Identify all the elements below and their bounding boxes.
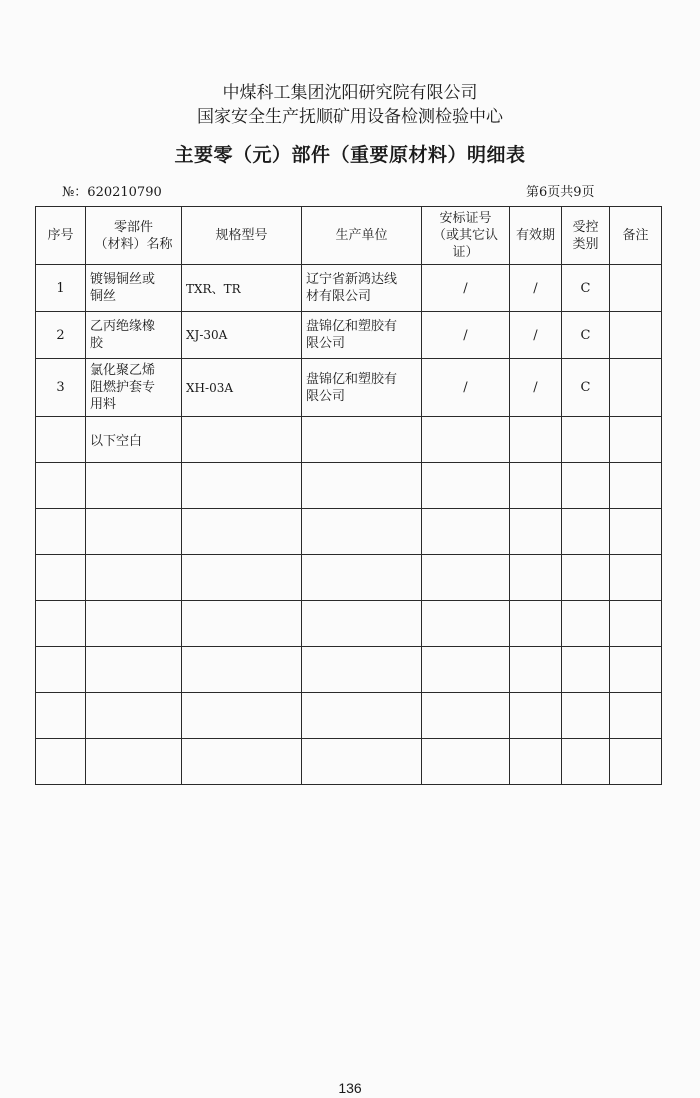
blank-row (36, 739, 662, 785)
cell-no: 3 (36, 359, 86, 417)
column-header-name: 零部件 （材料）名称 (86, 207, 182, 265)
blank-row (36, 463, 662, 509)
blank-row (36, 693, 662, 739)
cell-spec: XH-03A (182, 359, 302, 417)
cell-no: 2 (36, 312, 86, 359)
cell-spec: XJ-30A (182, 312, 302, 359)
column-header-maker: 生产单位 (302, 207, 422, 265)
column-header-category: 受控 类别 (562, 207, 610, 265)
document-number: №：620210790 (62, 185, 162, 200)
blank-row (36, 601, 662, 647)
column-header-no: 序号 (36, 207, 86, 265)
page-number: 136 (338, 1080, 362, 1096)
cell-no: 1 (36, 265, 86, 312)
cell-maker: 盘锦亿和塑胶有 限公司 (302, 312, 422, 359)
cell-name: 镀锡铜丝或 铜丝 (86, 265, 182, 312)
cell-maker: 辽宁省新鸿达线 材有限公司 (302, 265, 422, 312)
cell-spec: TXR、TR (182, 265, 302, 312)
column-header-cert: 安标证号 （或其它认 证） (422, 207, 510, 265)
cell-name: 乙丙绝缘橡 胶 (86, 312, 182, 359)
org-name-line1: 中煤科工集团沈阳研究院有限公司 (222, 83, 478, 103)
cell-maker: 盘锦亿和塑胶有 限公司 (302, 359, 422, 417)
org-name-line2: 国家安全生产抚顺矿用设备检测检验中心 (197, 107, 503, 127)
table-row (36, 265, 662, 312)
table-row (36, 359, 662, 417)
cell-name: 氯化聚乙烯 阻燃护套专 用料 (86, 359, 182, 417)
cell-remark (610, 265, 662, 312)
cell-remark (610, 312, 662, 359)
cell-category: C (562, 359, 610, 417)
cell-validity: / (510, 265, 562, 312)
column-header-validity: 有效期 (510, 207, 562, 265)
page-info: 第6页共9页 (526, 185, 595, 200)
cell-cert: / (422, 265, 510, 312)
cell-category: C (562, 312, 610, 359)
blank-row (36, 417, 662, 463)
cell-category: C (562, 265, 610, 312)
table-header-row (36, 207, 662, 265)
blank-note: 以下空白 (86, 417, 182, 463)
column-header-remark: 备注 (610, 207, 662, 265)
blank-row (36, 647, 662, 693)
cell-cert: / (422, 359, 510, 417)
blank-row (36, 509, 662, 555)
parts-table (35, 206, 662, 785)
cell-remark (610, 359, 662, 417)
cell-cert: / (422, 312, 510, 359)
document-title: 主要零（元）部件（重要原材料）明细表 (174, 144, 526, 166)
cell-validity: / (510, 312, 562, 359)
blank-row (36, 555, 662, 601)
table-row (36, 312, 662, 359)
cell-validity: / (510, 359, 562, 417)
column-header-spec: 规格型号 (182, 207, 302, 265)
